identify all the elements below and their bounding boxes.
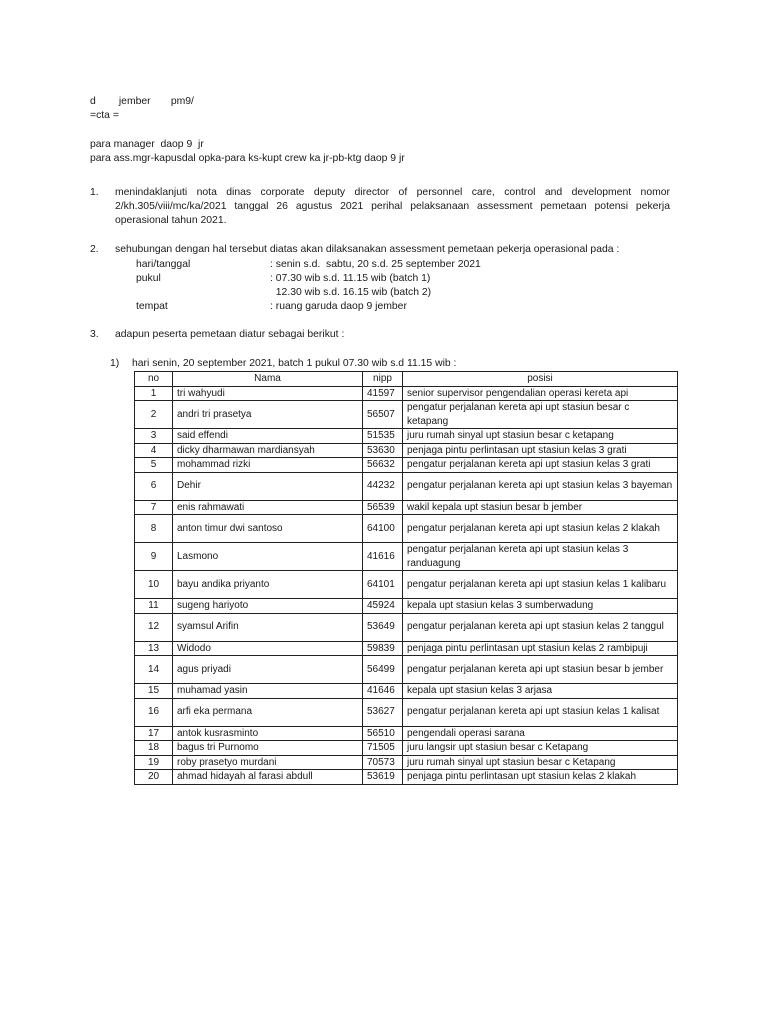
cell-nipp: 56632 [363,458,403,473]
table-row [135,684,678,699]
header-nipp: nipp [363,372,403,387]
table-header-row [135,372,678,387]
point-text: menindaklanjuti nota dinas corporate deputy director of personnel care, control and development nomor 2/kh.305/viii/mc/ka/2021 tanggal 26 agustus 2021 perihal pelaksanaan assessment pemetaan potensi pekerja operasional tahun 2021. [115,187,670,226]
cell-nama: Dehir [173,472,363,500]
point-3 [90,328,670,342]
cell-no: 14 [135,656,173,684]
table-row [135,386,678,401]
cell-no: 17 [135,726,173,741]
cell-posisi: pengatur perjalanan kereta api upt stasiun kelas 3 randuagung [403,543,678,571]
point-number: 2. [90,244,99,255]
addressee-line: para ass.mgr-kapusdal opka-para ks-kupt crew ka jr-pb-ktg daop 9 jr [90,153,405,164]
cell-posisi: pengatur perjalanan kereta api upt stasiun besar b jember [403,656,678,684]
cell-nama: andri tri prasetya [173,401,363,429]
cell-nama: dicky dharmawan mardiansyah [173,443,363,458]
table-row [135,755,678,770]
header-nama: Nama [173,372,363,387]
table-row [135,472,678,500]
cell-nama: arfi eka permana [173,698,363,726]
point-1 [90,186,670,228]
cell-no: 2 [135,401,173,429]
cell-nipp: 64101 [363,571,403,599]
cell-no: 13 [135,641,173,656]
table-row [135,599,678,614]
cell-posisi: pengatur perjalanan kereta api upt stasiun kelas 1 kalisat [403,698,678,726]
cell-no: 5 [135,458,173,473]
table-row [135,641,678,656]
cell-nipp: 56507 [363,401,403,429]
table-row [135,515,678,543]
cell-no: 10 [135,571,173,599]
participant-table [134,371,678,785]
header-line-2: =cta = [90,110,119,121]
cell-nama: tri wahyudi [173,386,363,401]
cell-nama: anton timur dwi santoso [173,515,363,543]
cell-posisi: pengatur perjalanan kereta api upt stasiun kelas 1 kalibaru [403,571,678,599]
cell-nipp: 44232 [363,472,403,500]
table-row [135,500,678,515]
cell-nipp: 56499 [363,656,403,684]
table-row [135,698,678,726]
subsection-number: 1) [110,358,120,369]
cell-nipp: 59839 [363,641,403,656]
cell-no: 9 [135,543,173,571]
cell-posisi: penjaga pintu perlintasan upt stasiun kelas 2 rambipuji [403,641,678,656]
point-text: sehubungan dengan hal tersebut diatas akan dilaksanakan assessment pemetaan pekerja operasional pada : [115,244,620,255]
cell-no: 12 [135,613,173,641]
cell-posisi: juru langsir upt stasiun besar c Ketapang [403,741,678,756]
point-2 [90,243,670,257]
cell-no: 11 [135,599,173,614]
cell-posisi: penjaga pintu perlintasan upt stasiun kelas 2 klakah [403,770,678,785]
cell-posisi: pengatur perjalanan kereta api upt stasiun besar c ketapang [403,401,678,429]
schedule-row [136,286,536,300]
cell-posisi: juru rumah sinyal upt stasiun besar c Ketapang [403,755,678,770]
table-row [135,458,678,473]
cell-nama: antok kusrasminto [173,726,363,741]
schedule-value: 12.30 wib s.d. 16.15 wib (batch 2) [270,287,432,298]
cell-nama: Widodo [173,641,363,656]
cell-nipp: 53649 [363,613,403,641]
cell-nipp: 56510 [363,726,403,741]
point-text: adapun peserta pemetaan diatur sebagai berikut : [115,329,345,340]
cell-no: 1 [135,386,173,401]
schedule-row [136,300,536,314]
schedule-label: pukul [136,273,161,284]
cell-nama: bagus tri Purnomo [173,741,363,756]
cell-nama: agus priyadi [173,656,363,684]
cell-posisi: pengatur perjalanan kereta api upt stasiun kelas 2 klakah [403,515,678,543]
schedule-value: : ruang garuda daop 9 jember [270,301,407,312]
table-row [135,429,678,444]
addressee-list [90,138,405,166]
cell-nipp: 41616 [363,543,403,571]
cell-no: 15 [135,684,173,699]
point-number: 3. [90,329,99,340]
cell-no: 3 [135,429,173,444]
cell-nama: enis rahmawati [173,500,363,515]
table-row [135,741,678,756]
cell-posisi: kepala upt stasiun kelas 3 sumberwadung [403,599,678,614]
cell-nipp: 56539 [363,500,403,515]
cell-posisi: senior supervisor pengendalian operasi kereta api [403,386,678,401]
table-row [135,613,678,641]
schedule-label: tempat [136,301,168,312]
cell-nipp: 53619 [363,770,403,785]
cell-nama: syamsul Arifin [173,613,363,641]
cell-nipp: 41646 [363,684,403,699]
cell-nama: roby prasetyo murdani [173,755,363,770]
table-row [135,656,678,684]
cell-no: 19 [135,755,173,770]
point-number: 1. [90,187,99,198]
cell-posisi: pengendali operasi sarana [403,726,678,741]
cell-no: 8 [135,515,173,543]
cell-no: 6 [135,472,173,500]
schedule-value: : senin s.d. sabtu, 20 s.d. 25 september 2021 [270,259,481,270]
cell-nipp: 70573 [363,755,403,770]
schedule-row [136,258,536,272]
table-row [135,726,678,741]
header-posisi: posisi [403,372,678,387]
cell-nama: sugeng hariyoto [173,599,363,614]
cell-nipp: 41597 [363,386,403,401]
cell-nama: ahmad hidayah al farasi abdull [173,770,363,785]
table-row [135,571,678,599]
cell-nama: Lasmono [173,543,363,571]
cell-nama: muhamad yasin [173,684,363,699]
table-row [135,770,678,785]
cell-posisi: pengatur perjalanan kereta api upt stasiun kelas 2 tanggul [403,613,678,641]
cell-nama: said effendi [173,429,363,444]
document-header [90,95,194,123]
addressee-line: para manager daop 9 jr [90,139,204,150]
cell-nama: bayu andika priyanto [173,571,363,599]
cell-nipp: 51535 [363,429,403,444]
cell-nama: mohammad rizki [173,458,363,473]
table-body [135,386,678,784]
subsection-text: hari senin, 20 september 2021, batch 1 pukul 07.30 wib s.d 11.15 wib : [132,358,457,369]
header-no: no [135,372,173,387]
cell-no: 18 [135,741,173,756]
cell-posisi: pengatur perjalanan kereta api upt stasiun kelas 3 grati [403,458,678,473]
table-row [135,543,678,571]
cell-posisi: wakil kepala upt stasiun besar b jember [403,500,678,515]
table-row [135,443,678,458]
cell-no: 20 [135,770,173,785]
schedule-row [136,272,536,286]
cell-nipp: 45924 [363,599,403,614]
cell-no: 4 [135,443,173,458]
cell-posisi: penjaga pintu perlintasan upt stasiun kelas 3 grati [403,443,678,458]
schedule-value: : 07.30 wib s.d. 11.15 wib (batch 1) [270,273,431,284]
cell-nipp: 53627 [363,698,403,726]
schedule-label: hari/tanggal [136,259,191,270]
cell-no: 16 [135,698,173,726]
cell-nipp: 64100 [363,515,403,543]
cell-posisi: kepala upt stasiun kelas 3 arjasa [403,684,678,699]
cell-posisi: pengatur perjalanan kereta api upt stasiun kelas 3 bayeman [403,472,678,500]
schedule-block [136,258,536,314]
cell-nipp: 71505 [363,741,403,756]
cell-posisi: juru rumah sinyal upt stasiun besar c ketapang [403,429,678,444]
cell-nipp: 53630 [363,443,403,458]
header-line-1: d jember pm9/ [90,96,194,107]
table-row [135,401,678,429]
cell-no: 7 [135,500,173,515]
